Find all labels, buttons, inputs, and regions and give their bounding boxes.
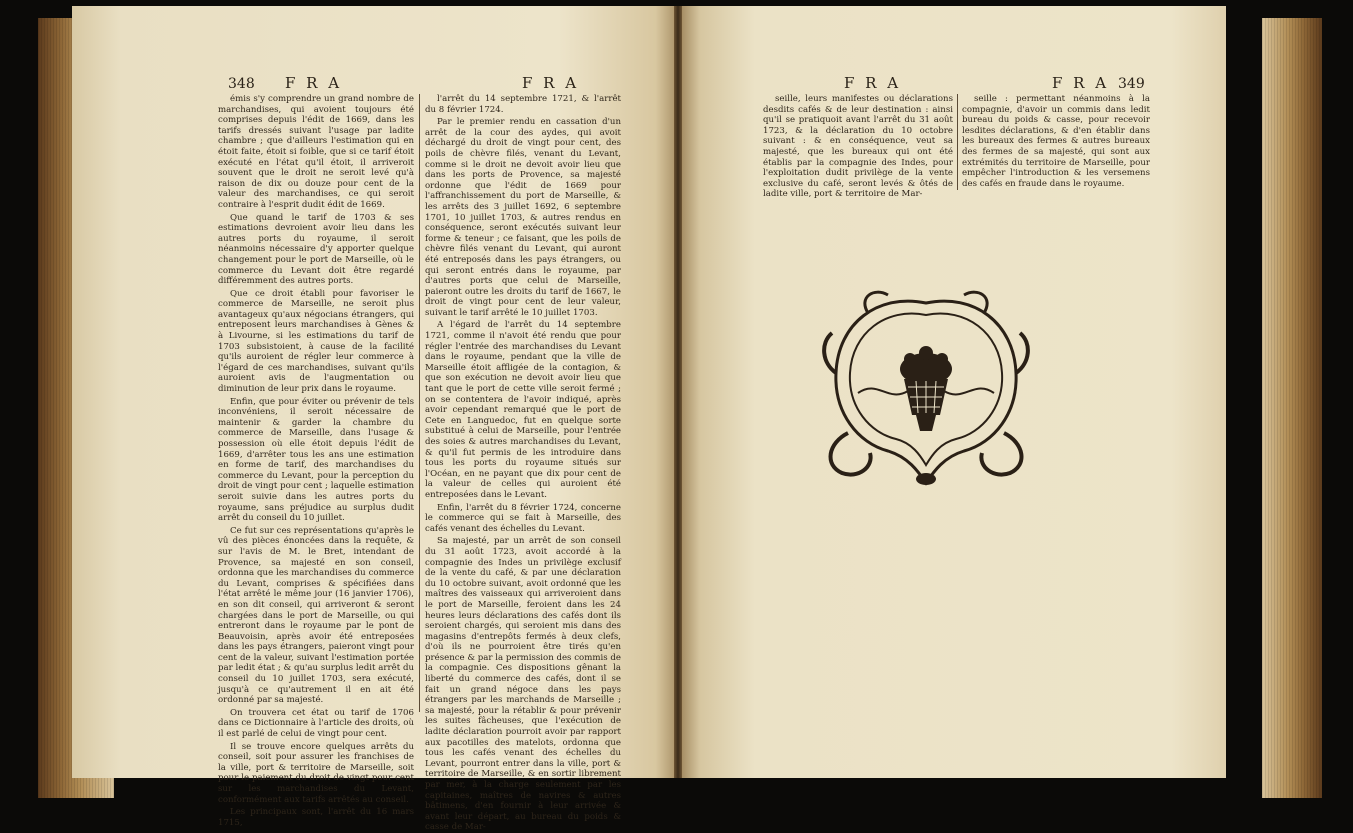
paragraph: seille : permettant néanmoins à la compagnie, d'avoir un commis dans ledit bureau du poids & casse, pour recevoir lesdites déclarations, & d'en établir dans les bureaux des fermes & autres bureaux des fermes de sa majesté, qui sont aux extrémités du territoire de Marseille, pour empêcher l'introduction & les versemens des cafés en fraude dans le royaume. <box>962 94 1150 189</box>
paragraph: Les principaux sont, l'arrêt du 16 mars 1715, <box>218 807 414 828</box>
page-number-right: 349 <box>1118 76 1145 92</box>
book-gutter <box>674 6 682 778</box>
paragraph: Enfin, l'arrêt du 8 février 1724, concerne le commerce qui se fait à Marseille, des cafés venant des échelles du Levant. <box>425 502 621 534</box>
paragraph: A l'égard de l'arrêt du 14 septembre 1721, comme il n'avoit été rendu que pour régler l'entrée des marchandises du Levant dans le royaume, pendant que la ville de Marseille étoit affligée de la contagion, & que son exécution ne devoit avoir lieu que tant que le port de cette ville seroit fermé ; on se contentera de l'avoir indiqué, après avoir cependant remarqué que le port de Cete en Languedoc, fut en quelque sorte substitué à celui de Marseille, pour l'entrée des soies & autres marchandises du Levant, & qu'il fut permis de les introduire dans tous les ports du royaume situés sur l'Océan, en ne payant que dix pour cent de la valeur de celles qui auroient été entreposées dans le Levant. <box>425 320 621 500</box>
running-head-right-col1: F R A <box>844 74 902 92</box>
right-page-column-2 <box>962 94 1150 190</box>
paragraph: Que quand le tarif de 1703 & ses estimations devroient avoir lieu dans les autres ports du royaume, il seroit néanmoins nécessaire d'y apporter quelque changement pour le port de Marseille, où le commerce du Levant doit être regardé différemment des autres ports. <box>218 212 414 287</box>
paragraph: Que ce droit établi pour favoriser le commerce de Marseille, ne seroit plus avantageux qu'aux négocians étrangers, qui entreposent leurs marchandises à Gènes & à Livourne, si les estimations du tarif de 1703 subsistoient, à cause de la facilité qu'ils auroient de régler leur commerce à l'égard de ces marchandises, suivant qu'ils auroient avis de l'augmentation ou diminution de leur prix dans le royaume. <box>218 288 414 395</box>
column-rule-right <box>957 94 958 190</box>
left-page-column-1 <box>218 94 414 828</box>
running-head-left-col1: F R A <box>285 74 343 92</box>
paragraph: émis s'y comprendre un grand nombre de marchandises, qui avoient toujours été comprises depuis l'édit de 1669, dans les tarifs dressés suivant l'usage par ladite chambre ; que d'ailleurs l'estimation qui en étoit faite, étoit si foible, que si ce tarif étoit exécuté en l'état qu'il étoit, il arriveroit souvent que le droit ne seroit levé qu'à raison de dix ou douze pour cent de la valeur des marchandises, ce qui seroit contraire à l'esprit dudit édit de 1669. <box>218 94 414 210</box>
column-rule-left <box>419 94 420 712</box>
right-page-column-1 <box>763 94 953 200</box>
paragraph: Sa majesté, par un arrêt de son conseil du 31 août 1723, avoit accordé à la compagnie des Indes un privilège exclusif de la vente du café, & par une déclaration du 10 octobre suivant, avoit ordonné que les maîtres des vaisseaux qui arriveroient dans le port de Marseille, feroient dans les 24 heures leurs déclarations des cafés dont ils seroient chargés, qui seroient mis dans des magasins d'entrepôts fermés à deux clefs, d'où ils ne pourroient être tirés qu'en présence & par la permission des commis de la compagnie. Ces dispositions gênant la liberté du commerce des cafés, dont il se fait un grand négoce dans les pays étrangers par les marchands de Marseille ; sa majesté, pour la rétablir & pour prévenir les suites fâcheuses, que l'exécution de ladite déclaration pourroit avoir par rapport aux pacotilles des matelots, ordonna que tous les cafés venant des échelles du Levant, pourront entrer dans la ville, port & territoire de Marseille, & en sortir librement par mer, à la charge seulement par les capitaines, maîtres de navires & autres bâtimens, d'en fournir à leur arrivée & avant leur départ, au bureau du poids & casse de Mar- <box>425 536 621 833</box>
left-page-column-2 <box>425 94 621 833</box>
running-head-right-col2: F R A <box>1052 74 1110 92</box>
paragraph: Enfin, que pour éviter ou prévenir de tels inconvéniens, il seroit nécessaire de maintenir & garder la chambre du commerce de Marseille, dans l'usage & possession où elle étoit depuis l'édit de 1669, d'arrêter tous les ans une estimation en forme de tarif, des marchandises du commerce du Levant, pour la perception du droit de vingt pour cent ; laquelle estimation seroit suivie dans les autres ports du royaume, sans préjudice au surplus dudit arrêt du conseil du 10 juillet. <box>218 396 414 524</box>
paragraph: Ce fut sur ces représentations qu'après le vû des pièces énoncées dans la requête, & sur l'avis de M. le Bret, intendant de Provence, sa majesté en son conseil, ordonna que les marchandises du commerce du Levant, comprises & spécifiées dans l'état arrêté le même jour (16 janvier 1706), en son dit conseil, qui arriveront & seront chargées dans le port de Marseille, ou qui entreront dans le royaume par le pont de Beauvoisin, après avoir été entreposées dans les pays étrangers, paieront vingt pour cent de la valeur, suivant l'estimation portée par ledit état ; & qu'au surplus ledit arrêt du conseil du 10 juillet 1703, sera exécuté, jusqu'à ce qu'autrement il en ait été ordonné par sa majesté. <box>218 525 414 706</box>
paragraph: Il se trouve encore quelques arrêts du conseil, soit pour assurer les franchises de la ville, port & territoire de Marseille, soit pour le paiement du droit de vingt pour cent sur les marchandises du Levant, conformément aux tarifs arrêtés au conseil. <box>218 741 414 805</box>
paragraph: l'arrêt du 14 septembre 1721, & l'arrêt du 8 février 1724. <box>425 94 621 115</box>
paragraph: On trouvera cet état ou tarif de 1706 dans ce Dictionnaire à l'article des droits, où il est parlé de celui de vingt pour cent. <box>218 707 414 740</box>
page-number-left: 348 <box>228 76 255 92</box>
paragraph: seille, leurs manifestes ou déclarations desdits cafés & de leur destination : ainsi qu'il se pratiquoit avant l'arrêt du 31 août 1723, & la déclaration du 10 octobre suivant : & en conséquence, veut sa majesté, que les bureaux qui ont été établis par la compagnie des Indes, pour l'exploitation dudit privilège de la vente exclusive du café, seront levés & ôtés de ladite ville, port & territoire de Mar- <box>763 94 953 200</box>
paragraph: Par le premier rendu en cassation d'un arrêt de la cour des aydes, qui avoit déchargé du droit de vingt pour cent, des poils de chèvre filés, venant du Levant, comme si le droit ne devoit avoir lieu que dans les ports de Provence, sa majesté ordonne que l'édit de 1669 pour l'affranchissement du port de Marseille, & les arrêts des 3 juillet 1692, 6 septembre 1701, 10 juillet 1703, & autres rendus en conséquence, seront exécutés suivant leur forme & teneur ; ce faisant, que les poils de chèvre filés venant du Levant, qui auront été entreposés dans les pays étrangers, ou qui seront entrés dans le royaume, par d'autres ports que celui de Marseille, paieront outre les droits du tarif de 1667, le droit de vingt pour cent de leur valeur, suivant le tarif arrêté le 10 juillet 1703. <box>425 117 621 318</box>
ornament-cul-de-lampe <box>818 283 1034 491</box>
right-page-edges <box>1262 18 1322 798</box>
ornament-basket-icon <box>818 283 1034 491</box>
running-head-left-col2: F R A <box>522 74 580 92</box>
